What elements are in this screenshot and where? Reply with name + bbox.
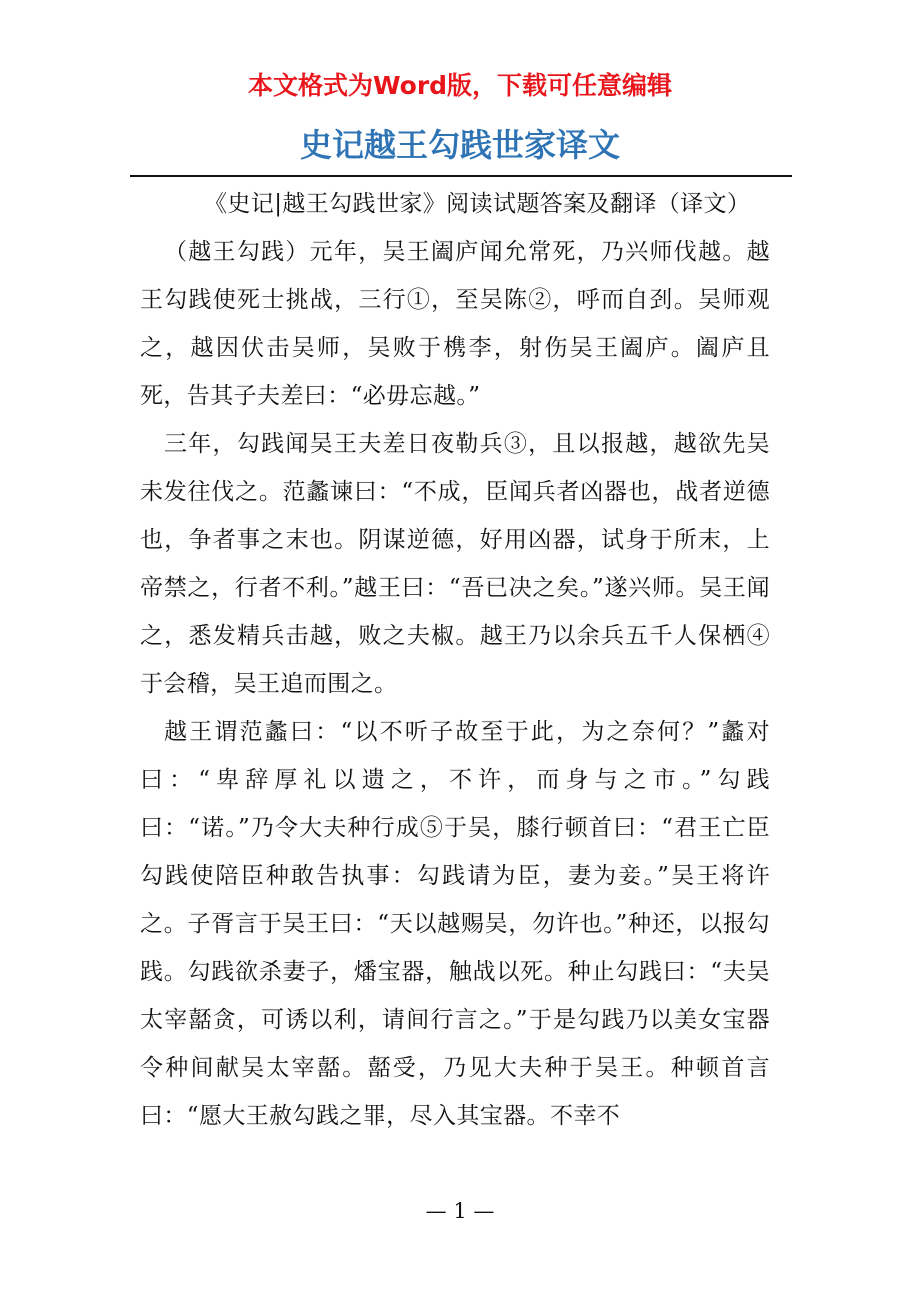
- document-title: 史记越王勾践世家译文: [299, 126, 620, 164]
- document-body: [140, 180, 770, 1140]
- paragraph-san-nian: 三年，勾践闻吴王夫差日夜勒兵③，且以报越，越欲先吴未发往伐之。范蠡谏曰：“不成，臣闻兵者凶器也，战者逆德也，争者事之末也。阴谋逆德，好用凶器，试身于所末，上帝禁之，行者不利。”越王曰：“吾已决之矣。”遂兴师。吴王闻之，悉发精兵击越，败之夫椒。越王乃以余兵五千人保栖④于会稽，吴王追而围之。: [140, 431, 770, 697]
- page-number: — 1 —: [425, 1199, 495, 1223]
- paragraph-fan-li: 越王谓范蠡曰：“以不听子故至于此，为之奈何？”蠡对曰：“卑辞厚礼以遗之，不许，而身与之市。”勾践曰：“诺。”乃令大夫种行成⑤于吴，膝行顿首曰：“君王亡臣勾践使陪臣种敢告执事：勾践请为臣，妻为妾。”吴王将许之。子胥言于吴王曰：“天以越赐吴，勿许也。”种还，以报勾践。勾践欲杀妻子，燔宝器，触战以死。种止勾践曰：“夫吴太宰嚭贪，可诱以利，请间行言之。”于是勾践乃以美女宝器令种间献吴太宰嚭。嚭受，乃见大夫种于吴王。种顿首言曰：“愿大王赦勾践之罪，尽入其宝器。不幸不: [140, 719, 770, 1129]
- title-divider: [130, 175, 792, 177]
- paragraph-yuan-nian: （越王勾践）元年，吴王阖庐闻允常死，乃兴师伐越。越王勾践使死士挑战，三行①，至吴陈②，呼而自刭。吴师观之，越因伏击吴师，吴败于槜李，射伤吴王阖庐。阖庐且死，告其子夫差曰：“必毋忘越。”: [140, 239, 770, 409]
- paragraph-intro: 《史记|越王勾践世家》阅读试题答案及翻译（译文）: [204, 191, 751, 217]
- download-banner: 本文格式为Word版，下载可任意编辑: [247, 71, 673, 100]
